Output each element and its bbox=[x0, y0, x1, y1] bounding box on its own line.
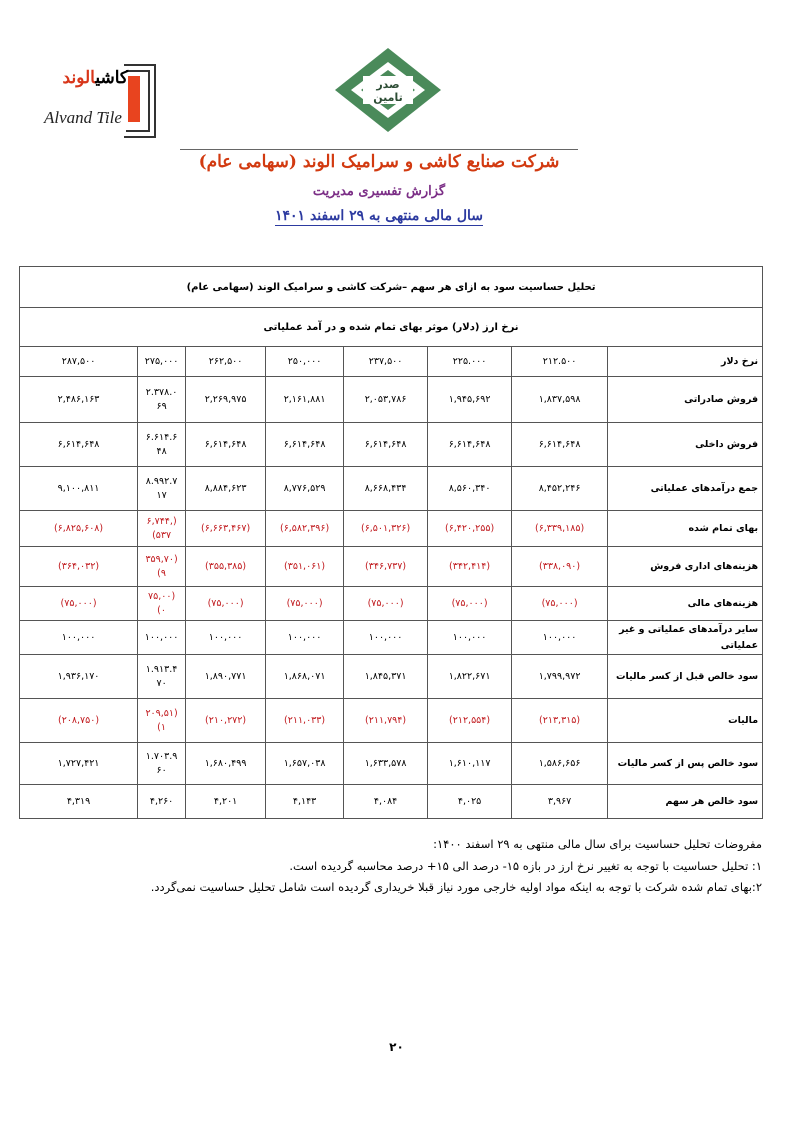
table-cell: (۷۵,۰۰۰) bbox=[186, 587, 266, 621]
table-cell: (۷۵,۰۰۰) bbox=[512, 587, 608, 621]
table-cell: ۱۰۰,۰۰۰ bbox=[344, 621, 428, 655]
table-title-row bbox=[20, 267, 763, 308]
row-label: هزینه‌های مالی bbox=[608, 587, 763, 621]
notes-intro: مفروضات تحلیل حساسیت برای سال مالی منتهی به ۲۹ اسفند ۱۴۰۰: bbox=[433, 837, 762, 851]
table-cell: ۶,۶۱۴,۶۴۸ bbox=[512, 423, 608, 467]
table-cell: (۷۵,۰۰۰) bbox=[266, 587, 344, 621]
table-cell: ۱۰۰,۰۰۰ bbox=[138, 621, 186, 655]
table-row bbox=[20, 655, 763, 699]
row-label: بهای تمام شده bbox=[608, 511, 763, 547]
table-cell: ۱,۸۶۸,۰۷۱ bbox=[266, 655, 344, 699]
table-cell: (۲۱۱,۰۳۳) bbox=[266, 699, 344, 743]
row-label: سود خالص قبل از کسر مالیات bbox=[608, 655, 763, 699]
table-cell: ۱,۹۴۵,۶۹۲ bbox=[428, 377, 512, 423]
table-row bbox=[20, 347, 763, 377]
table-cell: (۲۰۸,۷۵۰) bbox=[20, 699, 138, 743]
table-cell: (۷۵,۰۰۰) bbox=[428, 587, 512, 621]
logo-persian-text: كاشیالوند bbox=[62, 68, 128, 88]
table-cell: ۱,۵۸۶,۶۵۶ bbox=[512, 743, 608, 785]
table-cell: ۹,۱۰۰,۸۱۱ bbox=[20, 467, 138, 511]
table-title: تحلیل حساسیت سود به ازای هر سهم –شرکت کاشی و سرامیک الوند (سهامی عام) bbox=[20, 267, 763, 308]
table-cell: (۳۶۴,۰۳۲) bbox=[20, 547, 138, 587]
svg-text:صدر: صدر bbox=[376, 78, 400, 91]
sadr-tamin-logo-graphic bbox=[333, 46, 443, 134]
table-cell: (۲۱۲,۵۵۴) bbox=[428, 699, 512, 743]
table-row bbox=[20, 587, 763, 621]
table-cell: ۱,۸۹۰,۷۷۱ bbox=[186, 655, 266, 699]
table-cell: ۱.۹۱۳.۴۷۰ bbox=[138, 655, 186, 699]
table-cell: ۶,۶۱۴,۶۴۸ bbox=[20, 423, 138, 467]
table-row bbox=[20, 785, 763, 819]
table-cell: ۲۳۷,۵۰۰ bbox=[344, 347, 428, 377]
table-cell: ۶,۶۱۴,۶۴۸ bbox=[428, 423, 512, 467]
table-cell: ۱,۸۳۷,۵۹۸ bbox=[512, 377, 608, 423]
header-rule bbox=[180, 149, 578, 150]
table-row bbox=[20, 621, 763, 655]
note-2: ۲:بهای تمام شده شرکت با توجه به اینکه مواد اولیه خارجی مورد نیاز قبلا خریداری گردیده است شامل تحلیل حساسیت نمی‌گردد. bbox=[150, 880, 762, 894]
table-row bbox=[20, 423, 763, 467]
table-cell: ۸,۸۸۴,۶۲۳ bbox=[186, 467, 266, 511]
table-cell: (۲۰۹,۵۱۱) bbox=[138, 699, 186, 743]
table-cell: ۱,۷۹۹,۹۷۲ bbox=[512, 655, 608, 699]
table-cell: ۴,۲۰۱ bbox=[186, 785, 266, 819]
table-cell: (۶,۴۲۰,۲۵۵) bbox=[428, 511, 512, 547]
sadr-tamin-logo bbox=[333, 46, 443, 134]
table-row bbox=[20, 547, 763, 587]
table-cell: (۳۵۵,۳۸۵) bbox=[186, 547, 266, 587]
table-cell: ۸,۷۷۶,۵۲۹ bbox=[266, 467, 344, 511]
table-cell: (۷۵,۰۰۰) bbox=[138, 587, 186, 621]
table-cell: (۷۵,۰۰۰) bbox=[344, 587, 428, 621]
table-cell: ۱,۸۲۲,۶۷۱ bbox=[428, 655, 512, 699]
page-number: ۲۰ bbox=[389, 1040, 404, 1054]
table-cell: ۴,۲۶۰ bbox=[138, 785, 186, 819]
table-cell: ۱,۹۳۶,۱۷۰ bbox=[20, 655, 138, 699]
table-cell: (۳۳۸,۰۹۰) bbox=[512, 547, 608, 587]
table-row bbox=[20, 467, 763, 511]
table-cell: ۲,۰۵۳,۷۸۶ bbox=[344, 377, 428, 423]
table-cell: ۱,۶۱۰,۱۱۷ bbox=[428, 743, 512, 785]
table-cell: ۱,۷۲۷,۴۲۱ bbox=[20, 743, 138, 785]
table-cell: ۸,۵۶۰,۳۴۰ bbox=[428, 467, 512, 511]
table-cell: ۶.۶۱۴.۶۴۸ bbox=[138, 423, 186, 467]
table-cell: ۱,۶۵۷,۰۳۸ bbox=[266, 743, 344, 785]
row-label: سود خالص هر سهم bbox=[608, 785, 763, 819]
table-cell: (۶,۸۲۵,۶۰۸) bbox=[20, 511, 138, 547]
table-cell: (۲۱۰,۲۷۲) bbox=[186, 699, 266, 743]
table-cell: ۲۷۵,۰۰۰ bbox=[138, 347, 186, 377]
table-cell: ۲,۲۶۹,۹۷۵ bbox=[186, 377, 266, 423]
row-label: فروش صادراتی bbox=[608, 377, 763, 423]
row-label: مالیات bbox=[608, 699, 763, 743]
table-cell: ۶,۶۱۴,۶۴۸ bbox=[344, 423, 428, 467]
table-cell: ۴,۰۸۴ bbox=[344, 785, 428, 819]
table-cell: ۴,۰۲۵ bbox=[428, 785, 512, 819]
table-subtitle: نرخ ارز (دلار) موثر بهای تمام شده و در آمد عملیاتی bbox=[20, 308, 763, 347]
table-cell: ۱۰۰,۰۰۰ bbox=[266, 621, 344, 655]
table-cell: ۱,۶۸۰,۴۹۹ bbox=[186, 743, 266, 785]
table-cell: ۱۰۰,۰۰۰ bbox=[512, 621, 608, 655]
period-title-text: سال مالی منتهی به ۲۹ اسفند ۱۴۰۱ bbox=[275, 208, 483, 224]
table-cell: ۱۰۰,۰۰۰ bbox=[20, 621, 138, 655]
table-cell: ۱.۷۰۳.۹۶۰ bbox=[138, 743, 186, 785]
table-cell: (۳۴۲,۴۱۴) bbox=[428, 547, 512, 587]
table-cell: ۸,۶۶۸,۴۳۴ bbox=[344, 467, 428, 511]
table-cell: (۳۵۹,۷۰۹) bbox=[138, 547, 186, 587]
table-cell: (۶,۵۸۲,۳۹۶) bbox=[266, 511, 344, 547]
table-cell: (۷۵,۰۰۰) bbox=[20, 587, 138, 621]
table-cell: ۳,۹۶۷ bbox=[512, 785, 608, 819]
row-label: سود خالص پس از کسر مالیات bbox=[608, 743, 763, 785]
company-title: شرکت صنایع کاشی و سرامیک الوند (سهامی عام) bbox=[198, 152, 560, 172]
table-cell: (۳۴۶,۷۳۷) bbox=[344, 547, 428, 587]
table-cell: (۲۱۱,۷۹۴) bbox=[344, 699, 428, 743]
table-cell: ۲۵۰,۰۰۰ bbox=[266, 347, 344, 377]
logo-red-bar bbox=[128, 76, 140, 122]
table-cell: ۱,۸۴۵,۳۷۱ bbox=[344, 655, 428, 699]
logo-english-text: Alvand Tile bbox=[44, 108, 122, 127]
table-row bbox=[20, 699, 763, 743]
table-cell: ۱۰۰,۰۰۰ bbox=[186, 621, 266, 655]
report-title: گزارش تفسیری مدیریت bbox=[312, 184, 446, 199]
table-cell: ۲,۴۸۶,۱۶۳ bbox=[20, 377, 138, 423]
table-subtitle-row bbox=[20, 308, 763, 347]
row-label: سایر درآمدهای عملیاتی و غیر عملیاتی bbox=[608, 621, 763, 655]
table-cell: ۴,۳۱۹ bbox=[20, 785, 138, 819]
table-cell: ۱,۶۳۳,۵۷۸ bbox=[344, 743, 428, 785]
notes-section bbox=[19, 834, 762, 899]
alvand-tile-logo bbox=[40, 62, 160, 142]
table-cell: (۶,۷۴۴,۵۳۷) bbox=[138, 511, 186, 547]
svg-text:تامین: تامین bbox=[373, 91, 403, 104]
table-cell: ۶,۶۱۴,۶۴۸ bbox=[186, 423, 266, 467]
table-cell: ۸,۴۵۲,۲۴۶ bbox=[512, 467, 608, 511]
table-cell: ۲۶۲,۵۰۰ bbox=[186, 347, 266, 377]
table-cell: ۶,۶۱۴,۶۴۸ bbox=[266, 423, 344, 467]
table-cell: ۴,۱۴۳ bbox=[266, 785, 344, 819]
table-cell: ۱۰۰,۰۰۰ bbox=[428, 621, 512, 655]
table-cell: (۶,۳۳۹,۱۸۵) bbox=[512, 511, 608, 547]
table-cell: (۶,۶۶۳,۴۶۷) bbox=[186, 511, 266, 547]
sensitivity-table bbox=[19, 266, 763, 819]
table-row bbox=[20, 377, 763, 423]
row-label: جمع درآمدهای عملیاتی bbox=[608, 467, 763, 511]
table-cell: (۲۱۳,۳۱۵) bbox=[512, 699, 608, 743]
table-cell: ۲.۳۷۸.۰۶۹ bbox=[138, 377, 186, 423]
table-cell: ۸.۹۹۲.۷۱۷ bbox=[138, 467, 186, 511]
row-label: هزینه‌های اداری فروش bbox=[608, 547, 763, 587]
table-cell: ۲,۱۶۱,۸۸۱ bbox=[266, 377, 344, 423]
row-label: فروش داخلی bbox=[608, 423, 763, 467]
note-1: ۱: تحلیل حساسیت با توجه به تغییر نرخ ارز در بازه ۱۵- درصد الی ۱۵+ درصد محاسبه گردیده است. bbox=[289, 858, 762, 873]
row-label: نرخ دلار bbox=[608, 347, 763, 377]
table-cell: ۲۲۵.۰۰۰ bbox=[428, 347, 512, 377]
table-cell: (۳۵۱,۰۶۱) bbox=[266, 547, 344, 587]
period-title bbox=[180, 208, 578, 224]
table-row bbox=[20, 743, 763, 785]
table-row bbox=[20, 511, 763, 547]
table-cell: ۲۱۲.۵۰۰ bbox=[512, 347, 608, 377]
table-cell: ۲۸۷,۵۰۰ bbox=[20, 347, 138, 377]
table-cell: (۶,۵۰۱,۳۲۶) bbox=[344, 511, 428, 547]
